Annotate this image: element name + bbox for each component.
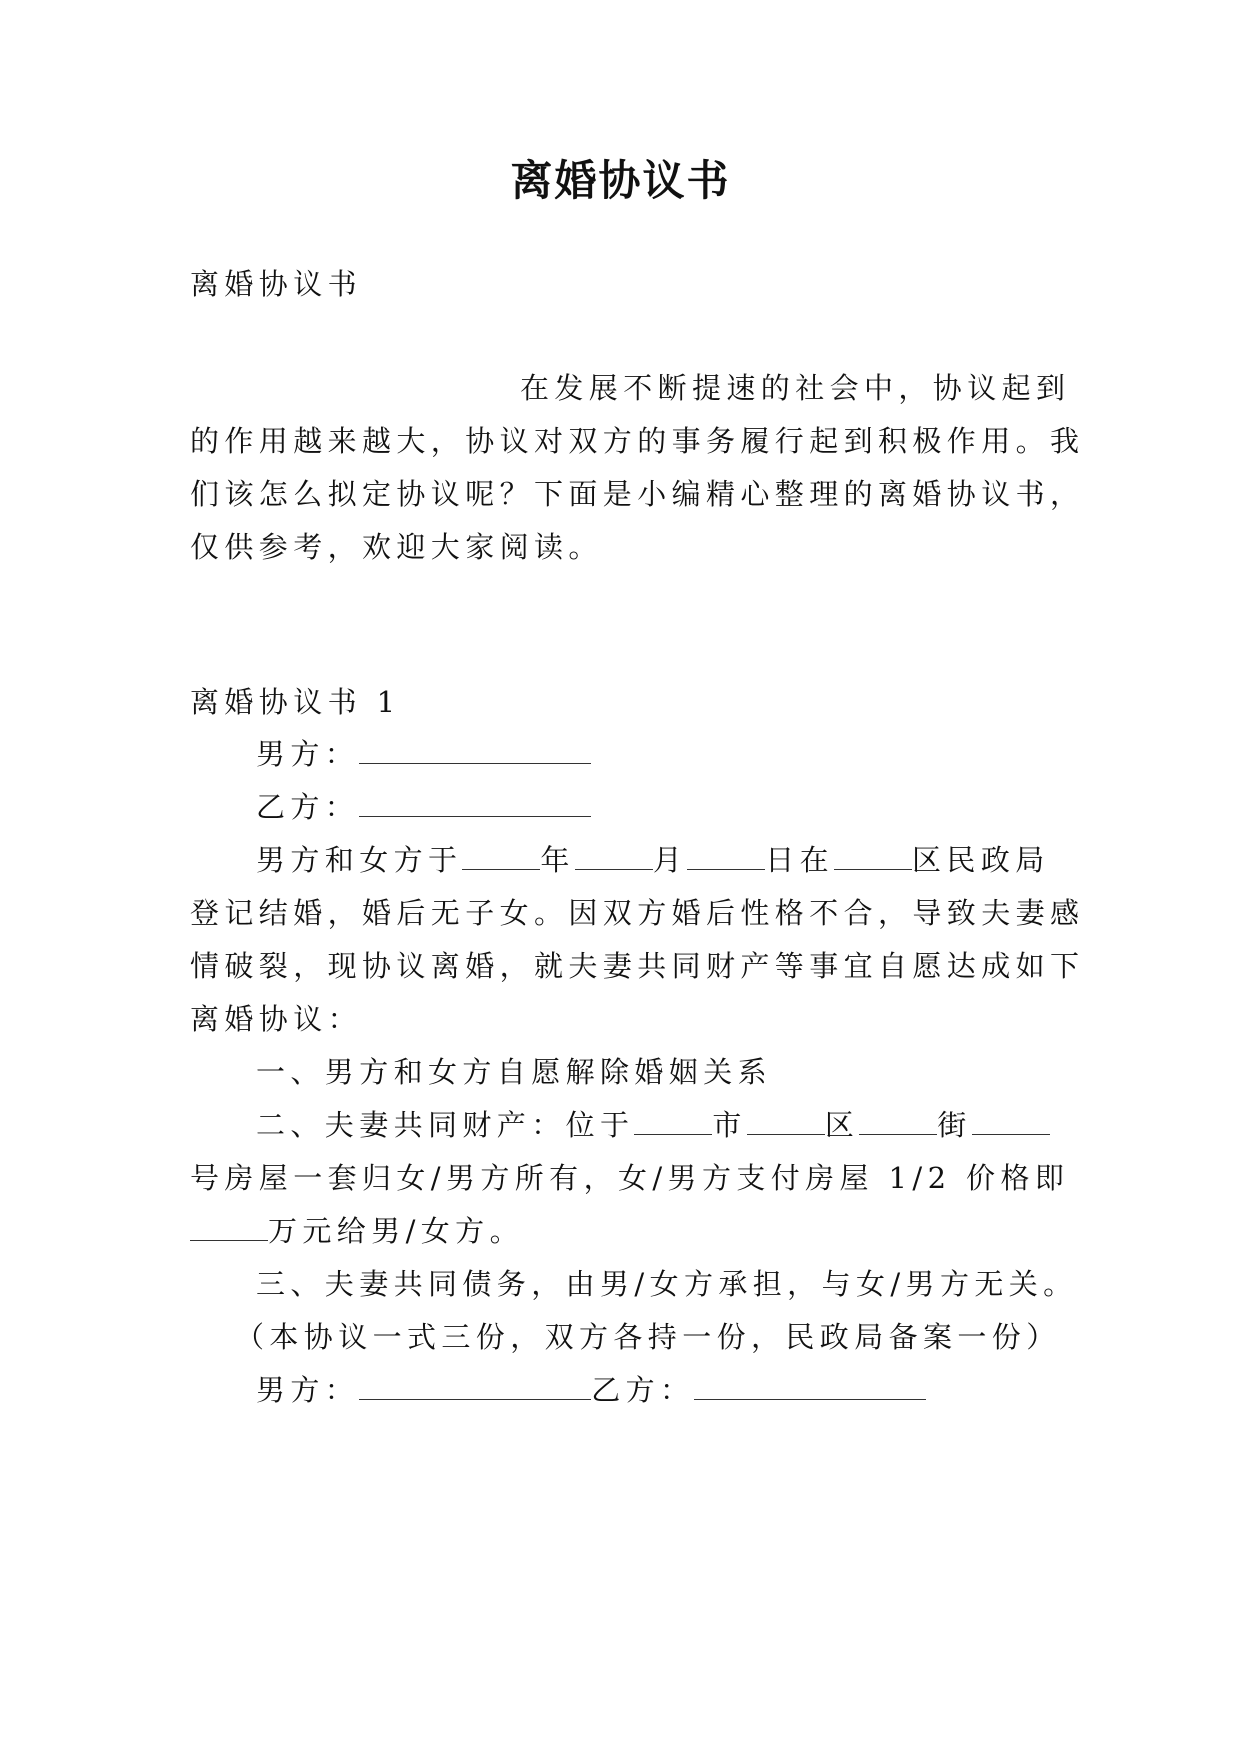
marriage-line-4: 离婚协议： [190,1002,363,1036]
party-a-line [256,737,591,771]
intro-line-2: 的作用越来越大，协议对双方的事务履行起到积极作用。我 [190,424,1085,458]
clause-1: 一、男方和女方自愿解除婚姻关系 [256,1055,773,1089]
city-blank [634,1133,712,1135]
intro-line-4: 仅供参考，欢迎大家阅读。 [190,530,603,564]
year-blank [462,868,540,870]
document-title: 离婚协议书 [510,156,731,205]
clause-2-line-1 [256,1108,1050,1142]
intro-line-3: 们该怎么拟定协议呢？下面是小编精心整理的离婚协议书， [190,477,1085,511]
street-blank [859,1133,937,1135]
year-label: 年 [540,843,575,877]
party-b-line [256,790,591,824]
signature-party-b-blank [694,1398,926,1400]
signature-party-b-label: 乙方： [591,1373,695,1407]
marriage-line-1 [256,843,1050,877]
section-heading: 离婚协议书 1 [190,685,401,719]
party-b-blank [359,815,591,817]
district-blank [834,868,912,870]
marriage-line-2: 登记结婚，婚后无子女。因双方婚后性格不合，导致夫妻感 [190,896,1085,930]
street-label: 街 [937,1108,972,1142]
clause-2-line-3-text: 万元给男/女方。 [268,1214,524,1248]
district-blank-2 [747,1133,825,1135]
intro-line-1: 在发展不断提速的社会中，协议起到 [520,371,1071,405]
signature-party-a-blank [359,1398,591,1400]
district-label: 区 [824,1108,860,1142]
subtitle: 离婚协议书 [190,267,363,301]
month-blank [575,868,653,870]
signature-party-a-label: 男方： [256,1373,360,1407]
party-a-label: 男方： [256,737,360,771]
clause-2-line-3 [190,1214,524,1248]
bureau-label: 区民政局 [912,843,1050,877]
party-b-label: 乙方： [256,790,360,824]
number-blank [972,1133,1050,1135]
clause-2-prefix: 二、夫妻共同财产：位于 [256,1108,635,1142]
clause-3: 三、夫妻共同债务，由男/女方承担，与女/男方无关。 [256,1267,1078,1301]
day-blank [687,868,765,870]
clause-2-line-2: 号房屋一套归女/男方所有，女/男方支付房屋 1/2 价格即 [190,1161,1070,1195]
city-label: 市 [712,1108,747,1142]
copies-note: （本协议一式三份，双方各持一份，民政局备案一份） [235,1320,1061,1354]
marriage-line-3: 情破裂，现协议离婚，就夫妻共同财产等事宜自愿达成如下 [190,949,1085,983]
amount-blank [190,1239,268,1241]
day-label: 日在 [765,843,835,877]
signature-line [256,1373,926,1407]
month-label: 月 [652,843,688,877]
party-a-blank [359,762,591,764]
marriage-prefix: 男方和女方于 [256,843,463,877]
